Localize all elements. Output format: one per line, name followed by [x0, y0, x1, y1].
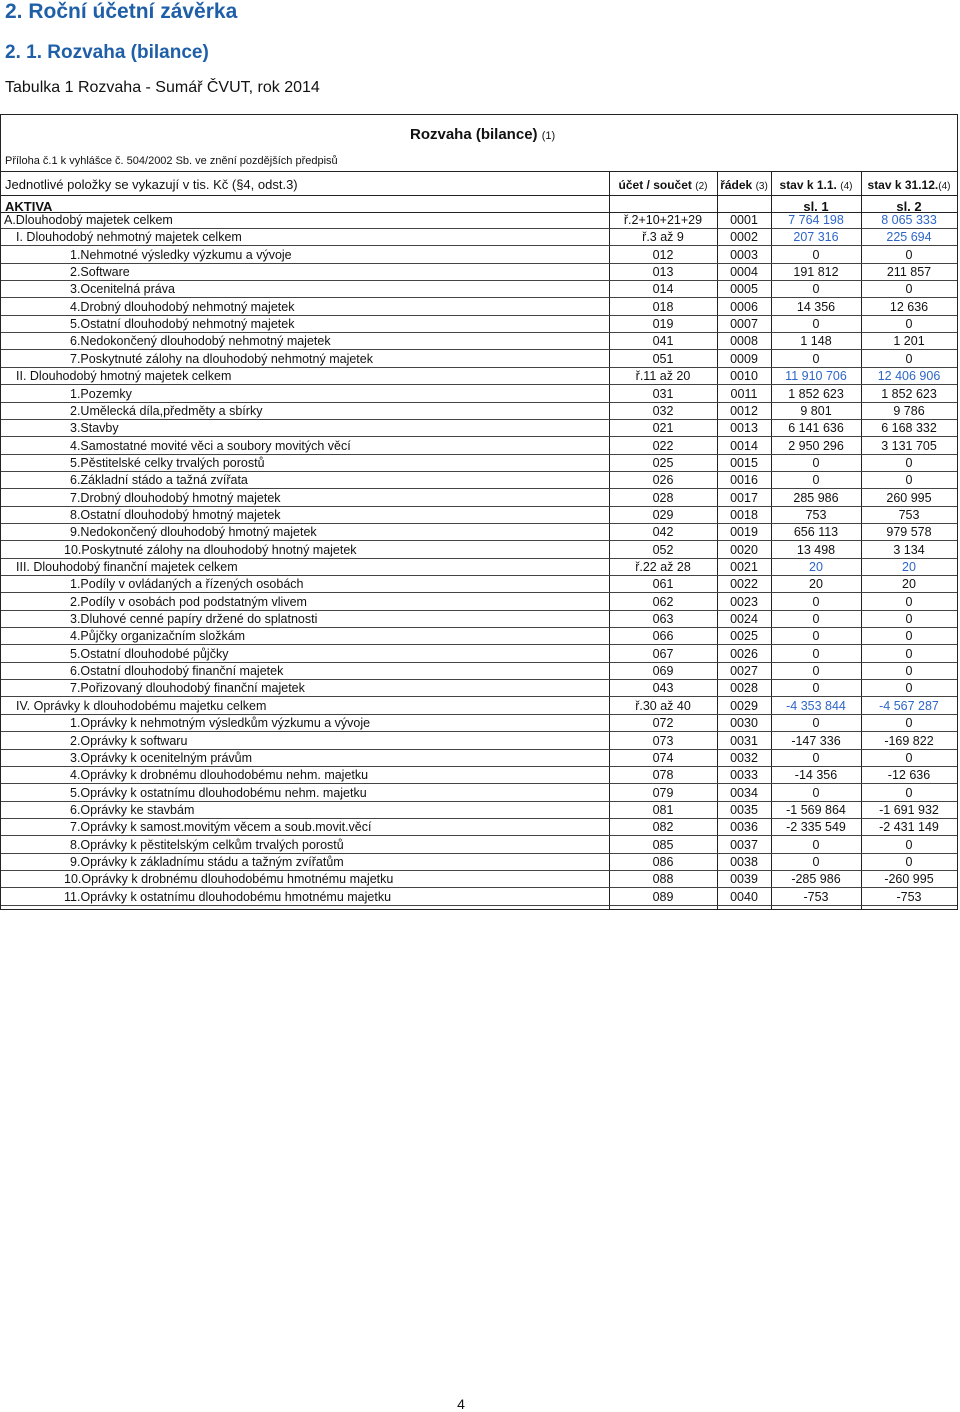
- table-row: [1, 247, 957, 264]
- row-label: 7.Poskytnuté zálohy na dlouhodobý nehmotný majetek: [70, 351, 373, 366]
- row-stav2: 1 852 623: [881, 386, 937, 401]
- row-stav1: -1 569 864: [786, 802, 846, 817]
- row-stav1: 656 113: [793, 525, 839, 540]
- row-stav2: 0: [905, 716, 913, 731]
- row-radek: 0017: [730, 490, 758, 505]
- row-radek: 0030: [730, 716, 758, 731]
- row-ucet: 085: [652, 837, 674, 852]
- row-radek: 0005: [730, 282, 758, 297]
- row-radek: 0020: [730, 542, 758, 557]
- table-row: [1, 438, 957, 455]
- row-ucet: 012: [652, 247, 674, 262]
- row-ucet: 069: [652, 664, 674, 679]
- table-row: [1, 594, 957, 611]
- row-radek: 0002: [730, 230, 758, 245]
- table-row: [1, 854, 957, 871]
- row-ucet: 028: [652, 490, 674, 505]
- row-label: 10.Oprávky k drobnému dlouhodobému hmotnému majetku: [64, 872, 394, 887]
- table-row: [1, 455, 957, 472]
- row-label: 4.Oprávky k drobnému dlouhodobému nehm. majetku: [70, 768, 369, 783]
- row-radek: 0022: [730, 577, 758, 592]
- row-stav1: 1 148: [800, 334, 832, 349]
- col-header-stav2: stav k 31.12.(4): [867, 178, 951, 192]
- row-stav2: -1 691 932: [879, 802, 939, 817]
- row-stav1: 0: [812, 247, 820, 262]
- row-label: 4.Půjčky organizačním složkám: [70, 629, 246, 644]
- table-row: [1, 837, 957, 854]
- row-ucet: 072: [652, 716, 674, 731]
- row-radek: 0031: [730, 733, 758, 748]
- row-radek: 0033: [730, 768, 758, 783]
- table-row: [1, 229, 957, 246]
- row-label: 5.Oprávky k ostatnímu dlouhodobému nehm. majetku: [70, 785, 367, 800]
- row-ucet: 021: [652, 421, 674, 436]
- table-row: [1, 871, 957, 888]
- row-stav2: 0: [905, 247, 913, 262]
- row-radek: 0024: [730, 612, 758, 627]
- row-stav2: 12 406 906: [877, 369, 941, 384]
- row-stav1: 0: [812, 629, 820, 644]
- row-label: IV. Oprávky k dlouhodobému majetku celkem: [16, 698, 267, 713]
- row-radek: 0009: [730, 351, 758, 366]
- row-stav2: 8 065 333: [881, 213, 937, 227]
- table-row: [1, 524, 957, 541]
- row-label: 2.Software: [70, 265, 130, 280]
- row-stav2: 1 201: [893, 334, 925, 349]
- table-row: [1, 715, 957, 732]
- row-label: 5.Pěstitelské celky trvalých porostů: [70, 455, 265, 470]
- row-ucet: 041: [652, 334, 674, 349]
- row-ucet: 022: [652, 438, 674, 453]
- row-stav2: -4 567 287: [879, 698, 939, 713]
- row-ucet: ř.22 až 28: [635, 560, 691, 574]
- row-stav1: 0: [812, 612, 820, 627]
- row-stav2: 0: [905, 646, 913, 661]
- row-radek: 0026: [730, 646, 758, 661]
- table-row: [1, 559, 957, 576]
- table-row: [1, 663, 957, 680]
- row-stav1: 0: [812, 664, 820, 679]
- table-row: [1, 646, 957, 663]
- row-stav1: 7 764 198: [788, 213, 844, 227]
- col-header-stav1: stav k 1.1. (4): [779, 178, 853, 192]
- row-stav1: 0: [812, 351, 820, 366]
- row-radek: 0025: [730, 629, 758, 644]
- row-label: 3.Ocenitelná práva: [70, 282, 175, 297]
- row-label: 1.Nehmotné výsledky výzkumu a vývoje: [70, 247, 292, 262]
- row-label: 4.Drobný dlouhodobý nehmotný majetek: [70, 299, 295, 314]
- row-ucet: ř.30 až 40: [635, 698, 691, 713]
- row-ucet: 086: [652, 854, 674, 869]
- row-stav2: 0: [905, 681, 913, 696]
- row-stav1: 0: [812, 282, 820, 297]
- table-row: [1, 542, 957, 559]
- row-label: 7.Drobný dlouhodobý hmotný majetek: [70, 490, 281, 505]
- page-number: 4: [457, 1396, 465, 1412]
- row-label: 9.Oprávky k základnímu stádu a tažným zvířatům: [70, 854, 344, 869]
- row-stav2: 0: [905, 282, 913, 297]
- row-ucet: ř.2+10+21+29: [623, 213, 703, 227]
- row-stav1: 0: [812, 785, 820, 800]
- row-label: 1.Pozemky: [70, 386, 132, 401]
- table-row: [1, 299, 957, 316]
- table-row: [1, 698, 957, 715]
- row-stav1: 11 910 706: [785, 369, 847, 384]
- table-row: [1, 576, 957, 593]
- table-row: [1, 368, 957, 385]
- row-ucet: 029: [652, 507, 674, 522]
- table-row: [1, 785, 957, 802]
- row-ucet: 074: [652, 750, 674, 765]
- table-row: [1, 889, 957, 906]
- row-radek: 0036: [730, 820, 758, 835]
- row-label: II. Dlouhodobý hmotný majetek celkem: [16, 369, 232, 384]
- aktiva-label: AKTIVA: [5, 199, 53, 214]
- row-ucet: 051: [652, 351, 674, 366]
- row-stav1: 0: [812, 716, 820, 731]
- row-stav1: 6 141 636: [788, 421, 844, 436]
- row-ucet: 042: [652, 525, 674, 540]
- row-stav2: -753: [896, 889, 922, 904]
- row-label: 3.Oprávky k ocenitelným právům: [70, 750, 253, 765]
- row-label: 6.Oprávky ke stavbám: [70, 802, 195, 817]
- row-stav1: 0: [812, 837, 820, 852]
- row-ucet: 061: [652, 577, 674, 592]
- row-ucet: 066: [652, 629, 674, 644]
- row-ucet: 073: [652, 733, 674, 748]
- row-label: 2.Podíly v osobách pod podstatným vlivem: [70, 594, 307, 609]
- row-ucet: 081: [652, 802, 674, 817]
- row-stav1: 20: [809, 560, 823, 574]
- row-stav2: 225 694: [886, 230, 932, 245]
- row-label: 10.Poskytnuté zálohy na dlouhodobý hnotný majetek: [64, 542, 357, 557]
- row-stav1: 191 812: [793, 265, 839, 280]
- row-radek: 0016: [730, 473, 758, 488]
- row-stav1: -14 356: [794, 768, 838, 783]
- table-row: [1, 264, 957, 281]
- row-label: 8.Oprávky k pěstitelským celkům trvalých porostů: [70, 837, 344, 852]
- row-stav2: -260 995: [884, 872, 934, 887]
- row-ucet: 032: [652, 403, 674, 418]
- table-row: [1, 333, 957, 350]
- row-stav2: 260 995: [886, 490, 932, 505]
- row-stav1: 285 986: [793, 490, 839, 505]
- table-row: [1, 802, 957, 819]
- row-radek: 0004: [730, 265, 758, 280]
- row-label: 5.Ostatní dlouhodobý nehmotný majetek: [70, 317, 295, 332]
- row-radek: 0001: [730, 213, 758, 227]
- table-row: [1, 351, 957, 368]
- table-caption: Tabulka 1 Rozvaha - Sumář ČVUT, rok 2014: [5, 79, 320, 96]
- row-radek: 0018: [730, 507, 758, 522]
- row-ucet: 089: [652, 889, 674, 904]
- row-label: 11.Oprávky k ostatnímu dlouhodobému hmotnému majetku: [64, 889, 392, 904]
- priloha-note: Příloha č.1 k vyhlášce č. 504/2002 Sb. ve znění pozdějších předpisů: [5, 155, 338, 167]
- row-ucet: 019: [652, 317, 674, 332]
- row-stav2: 0: [905, 317, 913, 332]
- row-radek: 0012: [730, 403, 758, 418]
- row-radek: 0008: [730, 334, 758, 349]
- row-stav2: 0: [905, 612, 913, 627]
- table-row: [1, 611, 957, 628]
- row-stav1: 0: [812, 750, 820, 765]
- table-row: [1, 750, 957, 767]
- row-ucet: 025: [652, 455, 674, 470]
- row-label: 6.Ostatní dlouhodobý finanční majetek: [70, 664, 284, 679]
- row-stav2: 0: [905, 594, 913, 609]
- row-radek: 0010: [730, 369, 758, 384]
- row-radek: 0037: [730, 837, 758, 852]
- row-label: 9.Nedokončený dlouhodobý hmotný majetek: [70, 525, 317, 540]
- row-radek: 0027: [730, 664, 758, 679]
- row-label: 2.Oprávky k softwaru: [70, 733, 188, 748]
- row-radek: 0006: [730, 299, 758, 314]
- row-label: 1.Podíly v ovládaných a řízených osobách: [70, 577, 304, 592]
- row-stav2: 0: [905, 785, 913, 800]
- row-stav1: 0: [812, 681, 820, 696]
- row-radek: 0015: [730, 455, 758, 470]
- row-stav2: 0: [905, 837, 913, 852]
- row-stav2: 0: [905, 664, 913, 679]
- row-stav1: 1 852 623: [788, 386, 844, 401]
- row-stav2: 0: [905, 629, 913, 644]
- sheet-title: Rozvaha (bilance) (1): [410, 126, 556, 143]
- table-row: [1, 680, 957, 697]
- table-row: [1, 819, 957, 836]
- row-ucet: ř.11 až 20: [635, 369, 691, 384]
- row-label: 6.Nedokončený dlouhodobý nehmotný majetek: [70, 334, 331, 349]
- row-ucet: 052: [652, 542, 674, 557]
- row-radek: 0021: [730, 560, 758, 574]
- row-radek: 0032: [730, 750, 758, 765]
- table-row: [1, 281, 957, 298]
- row-ucet: 067: [652, 646, 674, 661]
- row-label: A.Dlouhodobý majetek celkem: [4, 213, 173, 227]
- row-stav1: 0: [812, 473, 820, 488]
- table-row: [1, 212, 957, 229]
- row-stav1: 753: [805, 507, 827, 522]
- row-ucet: 026: [652, 473, 674, 488]
- row-stav1: -753: [803, 889, 829, 904]
- row-ucet: ř.3 až 9: [642, 230, 684, 245]
- row-stav1: -2 335 549: [786, 820, 846, 835]
- row-stav2: -2 431 149: [879, 820, 939, 835]
- sl2-label: sl. 2: [896, 199, 922, 214]
- row-ucet: 014: [652, 282, 674, 297]
- balance-sheet-table: [0, 114, 958, 910]
- row-ucet: 031: [652, 386, 674, 401]
- row-stav2: 753: [898, 507, 920, 522]
- row-radek: 0023: [730, 594, 758, 609]
- row-label: 2.Umělecká díla,předměty a sbírky: [70, 403, 263, 418]
- row-stav1: -4 353 844: [786, 698, 846, 713]
- row-radek: 0019: [730, 525, 758, 540]
- col-header-ucet: účet / součet (2): [618, 178, 708, 192]
- sl1-label: sl. 1: [803, 199, 829, 214]
- row-radek: 0003: [730, 247, 758, 262]
- table-row: [1, 316, 957, 333]
- row-label: III. Dlouhodobý finanční majetek celkem: [16, 560, 238, 574]
- row-radek: 0038: [730, 854, 758, 869]
- row-radek: 0007: [730, 317, 758, 332]
- row-stav1: -285 986: [791, 872, 841, 887]
- col-header-radek: řádek (3): [720, 178, 768, 192]
- row-radek: 0014: [730, 438, 758, 453]
- row-radek: 0029: [730, 698, 758, 713]
- row-ucet: 013: [652, 265, 674, 280]
- row-stav1: 0: [812, 455, 820, 470]
- table-row: [1, 767, 957, 784]
- row-radek: 0035: [730, 802, 758, 817]
- row-label: 4.Samostatné movité věci a soubory movitých věcí: [70, 438, 351, 453]
- row-label: 5.Ostatní dlouhodobé půjčky: [70, 646, 229, 661]
- row-stav1: 0: [812, 317, 820, 332]
- row-radek: 0013: [730, 421, 758, 436]
- row-label: 3.Stavby: [70, 421, 119, 436]
- row-stav1: 0: [812, 646, 820, 661]
- table-row: [1, 420, 957, 437]
- row-stav2: 12 636: [889, 299, 929, 314]
- row-radek: 0039: [730, 872, 758, 887]
- row-stav2: 3 131 705: [881, 438, 937, 453]
- row-ucet: 079: [652, 785, 674, 800]
- table-row: [1, 403, 957, 420]
- row-label: 3.Dluhové cenné papíry držené do splatnosti: [70, 612, 318, 627]
- row-stav1: -147 336: [791, 733, 841, 748]
- row-stav1: 2 950 296: [788, 438, 844, 453]
- row-stav1: 13 498: [796, 542, 836, 557]
- row-ucet: 088: [652, 872, 674, 887]
- table-row: [1, 628, 957, 645]
- table-row: [1, 490, 957, 507]
- row-ucet: 043: [652, 681, 674, 696]
- table-row: [1, 472, 957, 489]
- row-stav2: 3 134: [893, 542, 925, 557]
- row-stav2: 20: [902, 560, 916, 574]
- row-stav2: 0: [905, 473, 913, 488]
- row-stav2: 6 168 332: [881, 421, 937, 436]
- row-stav1: 207 316: [793, 230, 839, 245]
- row-stav2: -169 822: [884, 733, 934, 748]
- row-stav2: 0: [905, 455, 913, 470]
- table-row: [1, 386, 957, 403]
- section-title: 2. Roční účetní závěrka: [5, 0, 238, 23]
- row-label: 6.Základní stádo a tažná zvířata: [70, 473, 248, 488]
- row-ucet: 018: [652, 299, 674, 314]
- row-stav1: 0: [812, 594, 820, 609]
- row-stav2: 979 578: [886, 525, 932, 540]
- row-ucet: 062: [652, 594, 674, 609]
- row-ucet: 063: [652, 612, 674, 627]
- row-label: 8.Ostatní dlouhodobý hmotný majetek: [70, 507, 281, 522]
- subsection-title: 2. 1. Rozvaha (bilance): [5, 42, 209, 63]
- row-label: I. Dlouhodobý nehmotný majetek celkem: [16, 230, 242, 245]
- row-stav1: 14 356: [796, 299, 836, 314]
- units-note: Jednotlivé položky se vykazují v tis. Kč (§4, odst.3): [5, 177, 298, 192]
- row-label: 7.Oprávky k samost.movitým věcem a soub.movit.věcí: [70, 820, 372, 835]
- table-row: [1, 507, 957, 524]
- row-stav2: 0: [905, 854, 913, 869]
- row-stav2: 0: [905, 750, 913, 765]
- row-stav2: 20: [902, 577, 916, 592]
- row-ucet: 078: [652, 768, 674, 783]
- row-stav2: 211 857: [886, 265, 932, 280]
- row-radek: 0028: [730, 681, 758, 696]
- row-ucet: 082: [652, 820, 674, 835]
- row-stav1: 9 801: [800, 403, 832, 418]
- table-row: [1, 733, 957, 750]
- row-stav2: -12 636: [887, 768, 931, 783]
- row-stav2: 9 786: [893, 403, 925, 418]
- row-stav2: 0: [905, 351, 913, 366]
- row-label: 7.Pořizovaný dlouhodobý finanční majetek: [70, 681, 305, 696]
- row-radek: 0040: [730, 889, 758, 904]
- row-stav1: 0: [812, 854, 820, 869]
- row-label: 1.Oprávky k nehmotným výsledkům výzkumu a vývoje: [70, 716, 371, 731]
- row-radek: 0011: [730, 386, 758, 401]
- row-stav1: 20: [809, 577, 823, 592]
- row-radek: 0034: [730, 785, 758, 800]
